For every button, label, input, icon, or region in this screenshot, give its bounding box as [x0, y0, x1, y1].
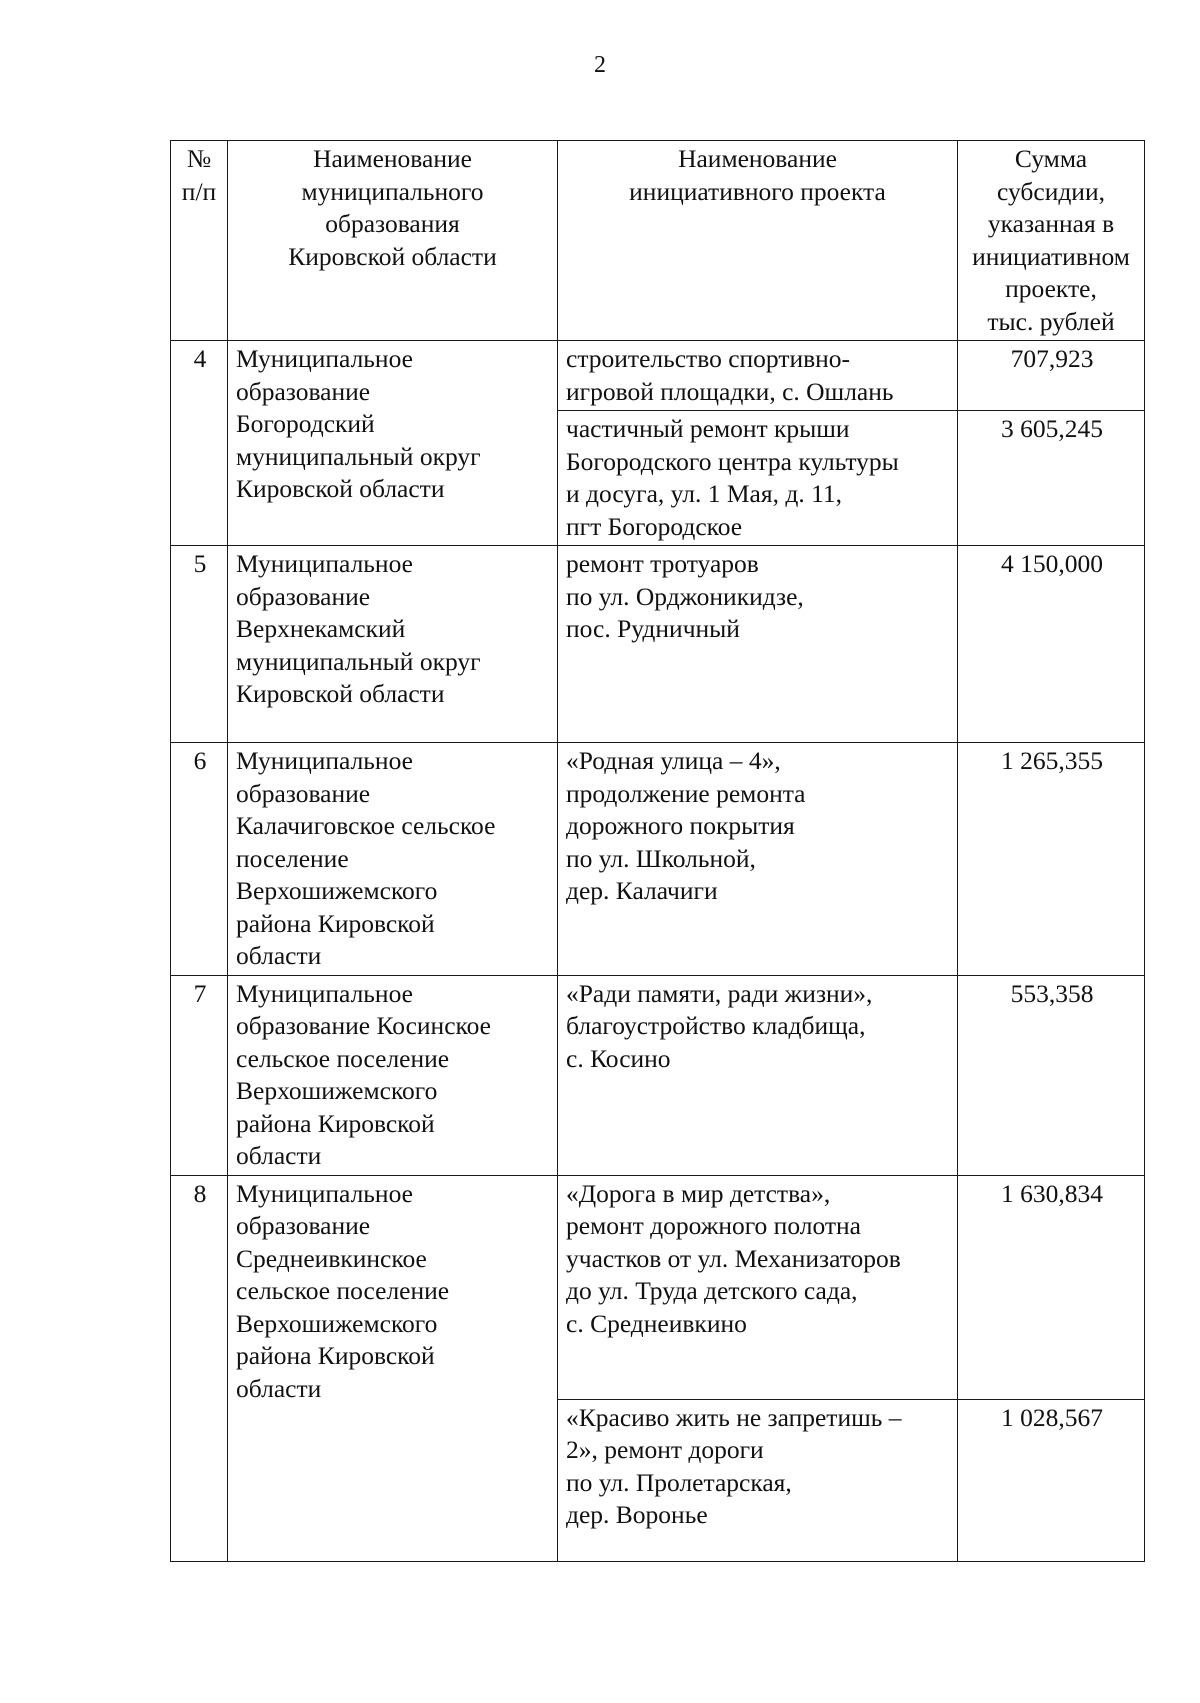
header-sum: Сумма субсидии, указанная в инициативном проекте, тыс. рублей	[958, 141, 1145, 341]
row-number: 7	[171, 975, 228, 1175]
table-row	[171, 546, 1145, 743]
project-name: «Дорога в мир детства», ремонт дорожного полотна участков от ул. Механизаторов до ул. Труда детского сада, с. Среднеивкино	[558, 1175, 958, 1399]
subsidy-sum: 1 265,355	[958, 743, 1145, 976]
row-number: 8	[171, 1175, 228, 1561]
subsidy-sum: 4 150,000	[958, 546, 1145, 743]
page-number: 2	[594, 52, 606, 78]
subsidy-sum: 3 605,245	[958, 411, 1145, 546]
municipality-name: Муниципальное образование Среднеивкинское сельское поселение Верхошижемского района Кировской области	[228, 1175, 558, 1561]
municipality-name: Муниципальное образование Богородский муниципальный округ Кировской области	[228, 341, 558, 546]
table-row	[171, 743, 1145, 976]
row-number: 5	[171, 546, 228, 743]
municipality-name: Муниципальное образование Калачиговское сельское поселение Верхошижемского района Кировской области	[228, 743, 558, 976]
row-number: 6	[171, 743, 228, 976]
municipality-name: Муниципальное образование Косинское сельское поселение Верхошижемского района Кировской области	[228, 975, 558, 1175]
project-name: «Ради памяти, ради жизни», благоустройство кладбища, с. Косино	[558, 975, 958, 1175]
project-name: ремонт тротуаров по ул. Орджоникидзе, пос. Рудничный	[558, 546, 958, 743]
header-municipality: Наименование муниципального образования Кировской области	[228, 141, 558, 341]
table-row	[171, 341, 1145, 411]
project-name: частичный ремонт крыши Богородского центра культуры и досуга, ул. 1 Мая, д. 11, пгт Богородское	[558, 411, 958, 546]
subsidy-sum: 707,923	[958, 341, 1145, 411]
project-name: «Красиво жить не запретишь – 2», ремонт дороги по ул. Пролетарская, дер. Воронье	[558, 1399, 958, 1561]
project-name: «Родная улица – 4», продолжение ремонта дорожного покрытия по ул. Школьной, дер. Калачиги	[558, 743, 958, 976]
table-row	[171, 1175, 1145, 1399]
row-number: 4	[171, 341, 228, 546]
project-name: строительство спортивно- игровой площадки, с. Ошлань	[558, 341, 958, 411]
table-row	[171, 975, 1145, 1175]
subsidy-sum: 1 630,834	[958, 1175, 1145, 1399]
header-number: № п/п	[171, 141, 228, 341]
subsidy-sum: 553,358	[958, 975, 1145, 1175]
table-header-row	[171, 141, 1145, 341]
municipality-name: Муниципальное образование Верхнекамский муниципальный округ Кировской области	[228, 546, 558, 743]
header-project: Наименование инициативного проекта	[558, 141, 958, 341]
subsidy-table	[170, 140, 1145, 1562]
subsidy-sum: 1 028,567	[958, 1399, 1145, 1561]
